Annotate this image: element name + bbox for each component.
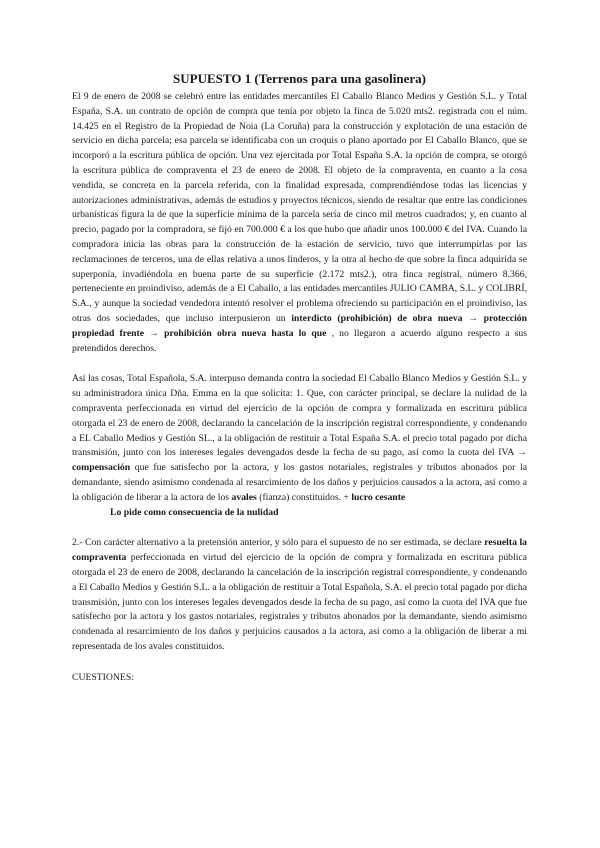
facts-text-b: , no llegaron a acuerdo alguno respecto a sus pretendidos derechos. [72,327,527,354]
claim-text-b: que fue satisfecho por la actora, y los gastos notariales, registrales y tributos abonados por la demandante, siendo asimismo condenada al resarcimiento de los daños y perjuicios causados a la actora, así como a la obligación de liberar a la actora de los [72,462,527,503]
alt-text-a: 2.- Con carácter alternativo a la pretensión anterior, y sólo para el supuesto de no ser estimada, se declare [72,537,485,549]
claim-bold-compensacion: compensación [72,462,131,474]
alt-bold-resuelta: resuelta la compraventa [72,537,527,564]
claim-text-c: (fianza) constituidos. + [256,491,352,503]
facts-text-a: El 9 de enero de 2008 se celebró entre las entidades mercantiles El Caballo Blanco Medios y Gestión S.L. y Total España, S.A. un contrato de opción de compra que tenía por objeto la finca de 5.020 mts2. registrada con el núm. 14.425 en el Registro de la Propiedad de Noia (La Coruña) para la construcción y explotación de una estación de servicio en dicha parcela; esa parcela se identificaba con un croquis o plano aportado por El Caballo Blanco, que se incorporó a la escritura pública de opción. Una vez ejercitada por Total España S.A. la opción de compra, se otorgó la escritura pública de compraventa el 23 de enero de 2008. El objeto de la compraventa, en cuanto a la cosa vendida, se concreta en la parcela referida, con la finalidad expresada, comprendiéndose todas las licencias y autorizaciones administrativas, además de estudios y proyectos técnicos, siendo de resaltar que entre las condiciones urbanísticas figura la de que la superficie mínima de la parcela sería de cinco mil metros cuadrados; y, en cuanto al precio, pagado por la compradora, se fijó en 700.000 € a los que hubo que añadir unos 100.000 € del IVA. Cuando la compradora inicia las obras para la construcción de la estación de servicio, tuvo que interrumpirlas por las reclamaciones de terceros, una de ellas relativa a unos linderos, y la otra al hecho de que sobre la finca adquirida se superponía, invadiéndola en buena parte de su superficie (2.172 mts2.), otra finca registral, número 8.366, perteneciente en proindiviso, además de a El Caballo, a las entidades mercantiles JULIO CAMBA, S.L. y COLIBRÍ, S.A., y aunque la sociedad vendedora intentó resolver el problema ofreciendo su participación en el proindiviso, las otras dos sociedades, que incluso interpusieron un [72,91,527,324]
claim-bold-lucro-cesante: lucro cesante [351,491,406,503]
paragraph-facts [72,90,527,356]
claim-bold-avales: avales [231,491,257,503]
questions-heading: CUESTIONES: [72,671,134,683]
document-title: SUPUESTO 1 (Terrenos para una gasolinera) [173,71,426,86]
facts-bold-interdict: interdicto (prohibición) de obra nueva → protección propiedad frente → prohibición obra nueva hasta lo que [72,312,527,339]
paragraph-claim-principal [72,372,527,505]
alt-text-b: perfeccionada en virtud del ejercicio de la opción de compra y formalizada en escritura pública otorgada el 23 de enero de 2008, declarando la cancelación de la inscripción registral correspondiente, y condenando a El Caballo Medios y Gestión S.L. a la obligación de restituir a Total Española, S.A. el precio total pagado por dicha transmisión, junto con los intereses legales devengados desde la fecha de su pago, así como la cuota del IVA que fue satisfecho por la actora y los gastos notariales, registrales y tributos abonados por la demandante, siendo asimismo condenada al resarcimiento de los daños y perjuicios causados a la actora, así como a la obligación de liberar a mi representada de los avales constituidos. [72,552,527,652]
handwritten-note: Lo pide como consecuencia de la nulidad [110,506,279,518]
document-page [72,70,527,685]
paragraph-claim-alternative [72,536,527,654]
claim-text-a: Así las cosas, Total Española, S.A. interpuso demanda contra la sociedad El Caballo Blanco Medios y Gestión S.L. y su administradora única Dña. Emma en la que solicita: 1. Que, con carácter principal, se declare la nulidad de la compraventa perfeccionada en virtud del ejercicio de la opción de compra y formalizada en escritura pública otorgada el 23 de enero de 2008, declarando la cancelación de la inscripción registral correspondiente, y condenando a EL Caballo Medios y Gestión SL., a la obligación de restituir a Total España S.A. el precio total pagado por dicha transmisión, junto con los intereses legales devengados desde la fecha de su pago, así como la cuota del IVA → [72,373,527,459]
